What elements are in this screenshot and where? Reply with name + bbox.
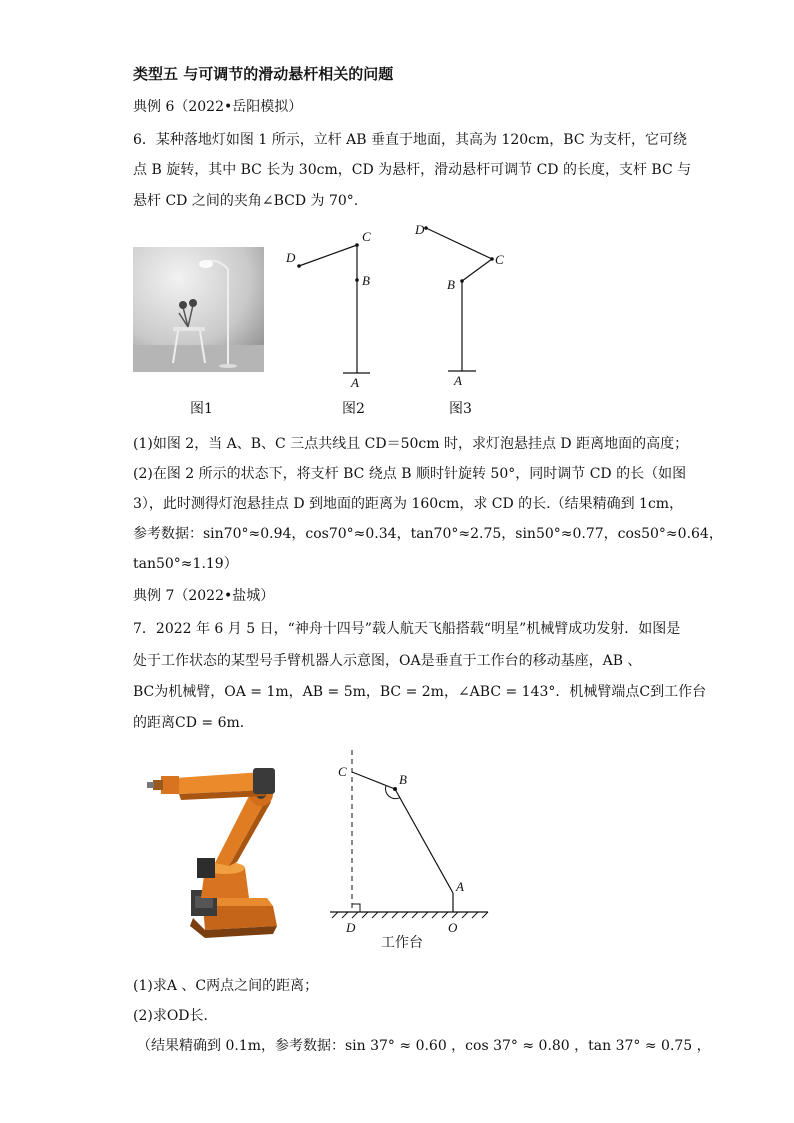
question-6-line-5: tan50°≈1.19） <box>133 556 238 572</box>
question-7-line-3: （结果精确到 0.1m，参考数据：sin 37° ≈ 0.60 ，cos 37° ≈ 0.80 ，tan 37° ≈ 0.75 ， <box>137 1038 711 1054</box>
fig3-label-b: B <box>447 277 455 292</box>
figure-3-caption: 图3 <box>449 401 472 417</box>
problem-6-line-1: 6．某种落地灯如图 1 所示，立杆 AB 垂直于地面，其高为 120cm，BC 为支杆，它可绕 <box>133 132 688 148</box>
question-6-line-3: 3），此时测得灯泡悬挂点 D 到地面的距离为 160cm，求 CD 的长.（结果精确到 1cm， <box>133 496 684 512</box>
robot-arm-schematic <box>330 750 495 948</box>
robot-arm-illustration <box>145 758 285 938</box>
question-6-line-1: (1)如图 2，当 A、B、C 三点共线且 CD＝50cm 时，求灯泡悬挂点 D 距离地面的高度； <box>133 436 689 452</box>
fig2-label-d: D <box>286 250 296 265</box>
fig2-label-b: B <box>362 273 370 288</box>
schematic-label-b: B <box>399 772 407 787</box>
fig3-label-d: D <box>415 222 425 237</box>
question-7-line-2: (2)求OD长． <box>133 1008 218 1024</box>
example-7-label: 典例 7（2022•盐城） <box>133 588 275 604</box>
fig2-label-a: A <box>351 375 359 390</box>
question-7-line-1: (1)求A 、C两点之间的距离； <box>133 978 319 994</box>
question-6-line-4: 参考数据：sin70°≈0.94，cos70°≈0.34，tan70°≈2.75，sin50°≈0.77，cos50°≈0.64， <box>133 526 723 542</box>
example-6-label: 典例 6（2022•岳阳模拟） <box>133 99 303 115</box>
problem-7-line-1: 7．2022 年 6 月 5 日，“神舟十四号”载人航天飞船搭载“明星”机械臂成功发射．如图是 <box>133 621 681 637</box>
figure-1-caption: 图1 <box>190 401 213 417</box>
fig3-label-a: A <box>454 373 462 388</box>
problem-6-line-2: 点 B 旋转，其中 BC 长为 30cm，CD 为悬杆，滑动悬杆可调节 CD 的长度，支杆 BC 与 <box>133 162 692 178</box>
workbench-label: 工作台 <box>381 935 423 951</box>
figure-2-caption: 图2 <box>342 401 365 417</box>
problem-7-line-3: BC为机械臂，OA = 1m，AB = 5m，BC = 2m，∠ABC = 143°．机械臂端点C到工作台 <box>133 684 707 700</box>
schematic-label-c: C <box>338 764 347 779</box>
floor-lamp-photo <box>133 247 264 372</box>
figure-3-diagram <box>410 218 520 388</box>
fig2-label-c: C <box>362 229 371 244</box>
problem-6-line-3: 悬杆 CD 之间的夹角∠BCD 为 70°. <box>133 193 359 209</box>
section-title: 类型五 与可调节的滑动悬杆相关的问题 <box>133 65 394 83</box>
schematic-label-a: A <box>456 879 464 894</box>
problem-7-line-4: 的距离CD = 6m． <box>133 715 254 731</box>
schematic-label-o: O <box>448 920 458 935</box>
question-6-line-2: (2)在图 2 所示的状态下，将支杆 BC 绕点 B 顺时针旋转 50°，同时调节 CD 的长（如图 <box>133 466 687 482</box>
problem-7-line-2: 处于工作状态的某型号手臂机器人示意图，OA是垂直于工作台的移动基座，AB 、 <box>133 653 642 669</box>
figure-2-diagram <box>280 225 390 390</box>
schematic-label-d: D <box>346 920 356 935</box>
fig3-label-c: C <box>495 252 504 267</box>
